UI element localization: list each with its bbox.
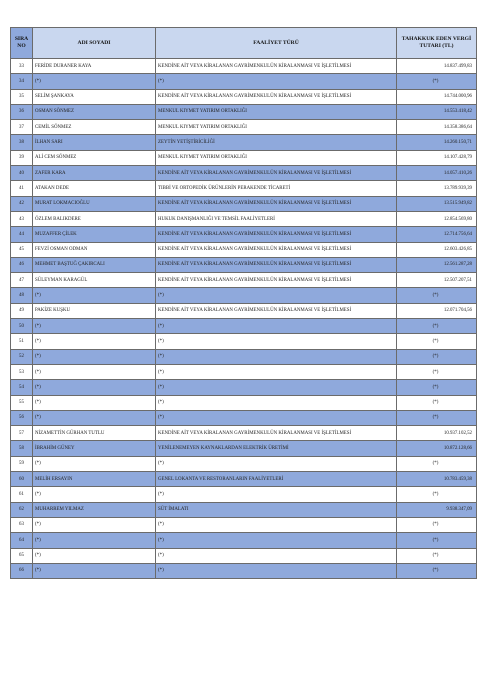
cell-vergi-tutari: 14.107.428,79 bbox=[397, 150, 477, 165]
table-row bbox=[11, 257, 477, 272]
cell-adi-soyadi: MURAT LOKMACIOĞLU bbox=[33, 196, 156, 211]
table-row bbox=[11, 104, 477, 119]
cell-faaliyet-turu: KENDİNE AİT VEYA KİRALANAN GAYRİMENKULÜN KİRALANMASI VE İŞLETİLMESİ bbox=[156, 242, 397, 257]
table-row bbox=[11, 533, 477, 548]
cell-adi-soyadi: ATAKAN DEDE bbox=[33, 181, 156, 196]
cell-adi-soyadi: MEHMET BAŞTUĞ ÇAKIRCALI bbox=[33, 257, 156, 272]
cell-adi-soyadi: MELİH ERSAYIN bbox=[33, 472, 156, 487]
table-row bbox=[11, 89, 477, 104]
cell-faaliyet-turu: TIBBİ VE ORTOPEDİK ÜRÜNLERİN PERAKENDE TİCARETİ bbox=[156, 181, 397, 196]
cell-faaliyet-turu: (*) bbox=[156, 456, 397, 471]
header-faaliyet-turu: FAALİYET TÜRÜ bbox=[156, 28, 397, 59]
cell-sira-no: 43 bbox=[11, 211, 33, 226]
table-row bbox=[11, 273, 477, 288]
cell-vergi-tutari: 12.714.756,64 bbox=[397, 227, 477, 242]
cell-faaliyet-turu: (*) bbox=[156, 288, 397, 303]
cell-faaliyet-turu: (*) bbox=[156, 74, 397, 89]
table-row bbox=[11, 410, 477, 425]
cell-adi-soyadi: (*) bbox=[33, 456, 156, 471]
cell-vergi-tutari: 14.553.418,42 bbox=[397, 104, 477, 119]
cell-sira-no: 55 bbox=[11, 395, 33, 410]
cell-vergi-tutari: 14.260.150,71 bbox=[397, 135, 477, 150]
cell-adi-soyadi: (*) bbox=[33, 548, 156, 563]
cell-vergi-tutari: (*) bbox=[397, 349, 477, 364]
table-row bbox=[11, 334, 477, 349]
cell-faaliyet-turu: YENİLENEMEYEN KAYNAKLARDAN ELEKTRİK ÜRETİMİ bbox=[156, 441, 397, 456]
table-header bbox=[11, 28, 477, 59]
document-page bbox=[10, 27, 476, 579]
cell-faaliyet-turu: HUKUK DANIŞMANLIĞI VE TEMSİL FAALİYETLERİ bbox=[156, 211, 397, 226]
cell-vergi-tutari: (*) bbox=[397, 517, 477, 532]
cell-sira-no: 61 bbox=[11, 487, 33, 502]
cell-adi-soyadi: (*) bbox=[33, 517, 156, 532]
cell-adi-soyadi: SELİM ŞANKAYA bbox=[33, 89, 156, 104]
cell-sira-no: 49 bbox=[11, 303, 33, 318]
table-row bbox=[11, 563, 477, 578]
cell-sira-no: 56 bbox=[11, 410, 33, 425]
cell-adi-soyadi: (*) bbox=[33, 410, 156, 425]
cell-adi-soyadi: PAKİZE KUŞKU bbox=[33, 303, 156, 318]
cell-vergi-tutari: (*) bbox=[397, 319, 477, 334]
cell-vergi-tutari: 13.515.949,82 bbox=[397, 196, 477, 211]
cell-vergi-tutari: 10.783.459,38 bbox=[397, 472, 477, 487]
cell-faaliyet-turu: (*) bbox=[156, 410, 397, 425]
cell-sira-no: 57 bbox=[11, 426, 33, 441]
cell-sira-no: 37 bbox=[11, 120, 33, 135]
cell-adi-soyadi: ÖZLEM BALIKDERE bbox=[33, 211, 156, 226]
cell-sira-no: 64 bbox=[11, 533, 33, 548]
cell-adi-soyadi: (*) bbox=[33, 487, 156, 502]
table-row bbox=[11, 319, 477, 334]
table-row bbox=[11, 196, 477, 211]
cell-sira-no: 35 bbox=[11, 89, 33, 104]
cell-vergi-tutari: 10.872.128,66 bbox=[397, 441, 477, 456]
cell-adi-soyadi: (*) bbox=[33, 533, 156, 548]
cell-sira-no: 42 bbox=[11, 196, 33, 211]
cell-sira-no: 53 bbox=[11, 364, 33, 379]
taxpayer-table bbox=[10, 27, 477, 579]
cell-sira-no: 45 bbox=[11, 242, 33, 257]
cell-faaliyet-turu: KENDİNE AİT VEYA KİRALANAN GAYRİMENKULÜN KİRALANMASI VE İŞLETİLMESİ bbox=[156, 303, 397, 318]
cell-sira-no: 66 bbox=[11, 563, 33, 578]
cell-vergi-tutari: 12.071.704,56 bbox=[397, 303, 477, 318]
cell-faaliyet-turu: KENDİNE AİT VEYA KİRALANAN GAYRİMENKULÜN KİRALANMASI VE İŞLETİLMESİ bbox=[156, 89, 397, 104]
cell-adi-soyadi: (*) bbox=[33, 395, 156, 410]
header-row bbox=[11, 28, 477, 59]
cell-faaliyet-turu: MENKUL KIYMET YATIRIM ORTAKLIĞI bbox=[156, 120, 397, 135]
cell-faaliyet-turu: (*) bbox=[156, 349, 397, 364]
cell-vergi-tutari: (*) bbox=[397, 288, 477, 303]
cell-adi-soyadi: (*) bbox=[33, 334, 156, 349]
cell-adi-soyadi: (*) bbox=[33, 288, 156, 303]
cell-sira-no: 33 bbox=[11, 59, 33, 74]
cell-sira-no: 54 bbox=[11, 380, 33, 395]
table-row bbox=[11, 74, 477, 89]
cell-sira-no: 40 bbox=[11, 166, 33, 181]
header-adi-soyadi: ADI SOYADI bbox=[33, 28, 156, 59]
table-row bbox=[11, 242, 477, 257]
cell-adi-soyadi: MUZAFFER ÇİLEK bbox=[33, 227, 156, 242]
cell-sira-no: 38 bbox=[11, 135, 33, 150]
cell-adi-soyadi: MUHARREM YILMAZ bbox=[33, 502, 156, 517]
cell-vergi-tutari: 13.789.939,39 bbox=[397, 181, 477, 196]
cell-vergi-tutari: (*) bbox=[397, 395, 477, 410]
cell-adi-soyadi: İBRAHİM GÜNEY bbox=[33, 441, 156, 456]
cell-faaliyet-turu: (*) bbox=[156, 517, 397, 532]
table-row bbox=[11, 502, 477, 517]
cell-vergi-tutari: (*) bbox=[397, 487, 477, 502]
cell-faaliyet-turu: (*) bbox=[156, 548, 397, 563]
cell-adi-soyadi: NİZAMETTİN GÜRHAN TUTLU bbox=[33, 426, 156, 441]
cell-vergi-tutari: 12.603.426,85 bbox=[397, 242, 477, 257]
cell-adi-soyadi: (*) bbox=[33, 74, 156, 89]
cell-sira-no: 65 bbox=[11, 548, 33, 563]
cell-faaliyet-turu: KENDİNE AİT VEYA KİRALANAN GAYRİMENKULÜN KİRALANMASI VE İŞLETİLMESİ bbox=[156, 59, 397, 74]
cell-faaliyet-turu: (*) bbox=[156, 487, 397, 502]
cell-adi-soyadi: (*) bbox=[33, 319, 156, 334]
cell-vergi-tutari: 12.854.569,80 bbox=[397, 211, 477, 226]
header-sira-no: SIRA NO bbox=[11, 28, 33, 59]
cell-sira-no: 62 bbox=[11, 502, 33, 517]
cell-faaliyet-turu: SÜT İMALATI bbox=[156, 502, 397, 517]
table-row bbox=[11, 181, 477, 196]
cell-faaliyet-turu: KENDİNE AİT VEYA KİRALANAN GAYRİMENKULÜN KİRALANMASI VE İŞLETİLMESİ bbox=[156, 257, 397, 272]
cell-faaliyet-turu: KENDİNE AİT VEYA KİRALANAN GAYRİMENKULÜN KİRALANMASI VE İŞLETİLMESİ bbox=[156, 196, 397, 211]
table-row bbox=[11, 487, 477, 502]
cell-faaliyet-turu: (*) bbox=[156, 319, 397, 334]
cell-faaliyet-turu: KENDİNE AİT VEYA KİRALANAN GAYRİMENKULÜN KİRALANMASI VE İŞLETİLMESİ bbox=[156, 426, 397, 441]
table-row bbox=[11, 517, 477, 532]
table-row bbox=[11, 135, 477, 150]
cell-faaliyet-turu: MENKUL KIYMET YATIRIM ORTAKLIĞI bbox=[156, 104, 397, 119]
table-row bbox=[11, 364, 477, 379]
cell-faaliyet-turu: KENDİNE AİT VEYA KİRALANAN GAYRİMENKULÜN KİRALANMASI VE İŞLETİLMESİ bbox=[156, 227, 397, 242]
cell-vergi-tutari: 14.837.499,83 bbox=[397, 59, 477, 74]
table-row bbox=[11, 303, 477, 318]
table-row bbox=[11, 441, 477, 456]
table-row bbox=[11, 456, 477, 471]
cell-vergi-tutari: (*) bbox=[397, 334, 477, 349]
cell-faaliyet-turu: (*) bbox=[156, 395, 397, 410]
cell-sira-no: 63 bbox=[11, 517, 33, 532]
table-row bbox=[11, 59, 477, 74]
cell-adi-soyadi: (*) bbox=[33, 563, 156, 578]
cell-vergi-tutari: 10.937.102,52 bbox=[397, 426, 477, 441]
cell-sira-no: 51 bbox=[11, 334, 33, 349]
cell-adi-soyadi: SÜLEYMAN KARAGÜL bbox=[33, 273, 156, 288]
cell-faaliyet-turu: (*) bbox=[156, 364, 397, 379]
cell-adi-soyadi: İLHAN SARI bbox=[33, 135, 156, 150]
cell-sira-no: 36 bbox=[11, 104, 33, 119]
cell-vergi-tutari: 14.057.410,26 bbox=[397, 166, 477, 181]
cell-faaliyet-turu: (*) bbox=[156, 380, 397, 395]
cell-sira-no: 59 bbox=[11, 456, 33, 471]
cell-vergi-tutari: (*) bbox=[397, 74, 477, 89]
header-vergi-tutari: TAHAKKUK EDEN VERGİ TUTARI (TL) bbox=[397, 28, 477, 59]
cell-sira-no: 34 bbox=[11, 74, 33, 89]
cell-sira-no: 52 bbox=[11, 349, 33, 364]
cell-faaliyet-turu: KENDİNE AİT VEYA KİRALANAN GAYRİMENKULÜN KİRALANMASI VE İŞLETİLMESİ bbox=[156, 273, 397, 288]
cell-vergi-tutari: 12.507.207,51 bbox=[397, 273, 477, 288]
cell-faaliyet-turu: ZEYTİN YETİŞTİRİCİLİĞİ bbox=[156, 135, 397, 150]
cell-vergi-tutari: 9.938.347,09 bbox=[397, 502, 477, 517]
cell-adi-soyadi: ALİ CEM SÖNMEZ bbox=[33, 150, 156, 165]
cell-vergi-tutari: (*) bbox=[397, 380, 477, 395]
table-row bbox=[11, 288, 477, 303]
cell-sira-no: 46 bbox=[11, 257, 33, 272]
table-row bbox=[11, 426, 477, 441]
cell-sira-no: 41 bbox=[11, 181, 33, 196]
cell-adi-soyadi: (*) bbox=[33, 380, 156, 395]
cell-faaliyet-turu: (*) bbox=[156, 334, 397, 349]
table-row bbox=[11, 395, 477, 410]
cell-adi-soyadi: (*) bbox=[33, 364, 156, 379]
table-row bbox=[11, 150, 477, 165]
cell-sira-no: 39 bbox=[11, 150, 33, 165]
cell-sira-no: 60 bbox=[11, 472, 33, 487]
cell-adi-soyadi: CEMİL SÖNMEZ bbox=[33, 120, 156, 135]
table-row bbox=[11, 548, 477, 563]
cell-sira-no: 50 bbox=[11, 319, 33, 334]
cell-vergi-tutari: 12.561.287,28 bbox=[397, 257, 477, 272]
cell-vergi-tutari: (*) bbox=[397, 563, 477, 578]
table-body bbox=[11, 59, 477, 579]
cell-adi-soyadi: OSMAN SÖNMEZ bbox=[33, 104, 156, 119]
table-row bbox=[11, 349, 477, 364]
table-row bbox=[11, 472, 477, 487]
cell-vergi-tutari: (*) bbox=[397, 364, 477, 379]
cell-vergi-tutari: 14.358.386,64 bbox=[397, 120, 477, 135]
table-row bbox=[11, 166, 477, 181]
cell-adi-soyadi: FEVZİ OSMAN ODMAN bbox=[33, 242, 156, 257]
cell-faaliyet-turu: GENEL LOKANTA VE RESTORANLARIN FAALİYETLERİ bbox=[156, 472, 397, 487]
cell-vergi-tutari: (*) bbox=[397, 410, 477, 425]
cell-adi-soyadi: ZAFER KARA bbox=[33, 166, 156, 181]
cell-vergi-tutari: 14.744.000,96 bbox=[397, 89, 477, 104]
cell-vergi-tutari: (*) bbox=[397, 533, 477, 548]
table-row bbox=[11, 211, 477, 226]
cell-sira-no: 44 bbox=[11, 227, 33, 242]
cell-sira-no: 48 bbox=[11, 288, 33, 303]
cell-vergi-tutari: (*) bbox=[397, 548, 477, 563]
cell-vergi-tutari: (*) bbox=[397, 456, 477, 471]
table-row bbox=[11, 380, 477, 395]
cell-sira-no: 47 bbox=[11, 273, 33, 288]
cell-faaliyet-turu: (*) bbox=[156, 563, 397, 578]
cell-faaliyet-turu: MENKUL KIYMET YATIRIM ORTAKLIĞI bbox=[156, 150, 397, 165]
cell-adi-soyadi: (*) bbox=[33, 349, 156, 364]
cell-sira-no: 58 bbox=[11, 441, 33, 456]
cell-adi-soyadi: FERİDE DURANER KAYA bbox=[33, 59, 156, 74]
table-row bbox=[11, 120, 477, 135]
table-row bbox=[11, 227, 477, 242]
cell-faaliyet-turu: KENDİNE AİT VEYA KİRALANAN GAYRİMENKULÜN KİRALANMASI VE İŞLETİLMESİ bbox=[156, 166, 397, 181]
cell-faaliyet-turu: (*) bbox=[156, 533, 397, 548]
